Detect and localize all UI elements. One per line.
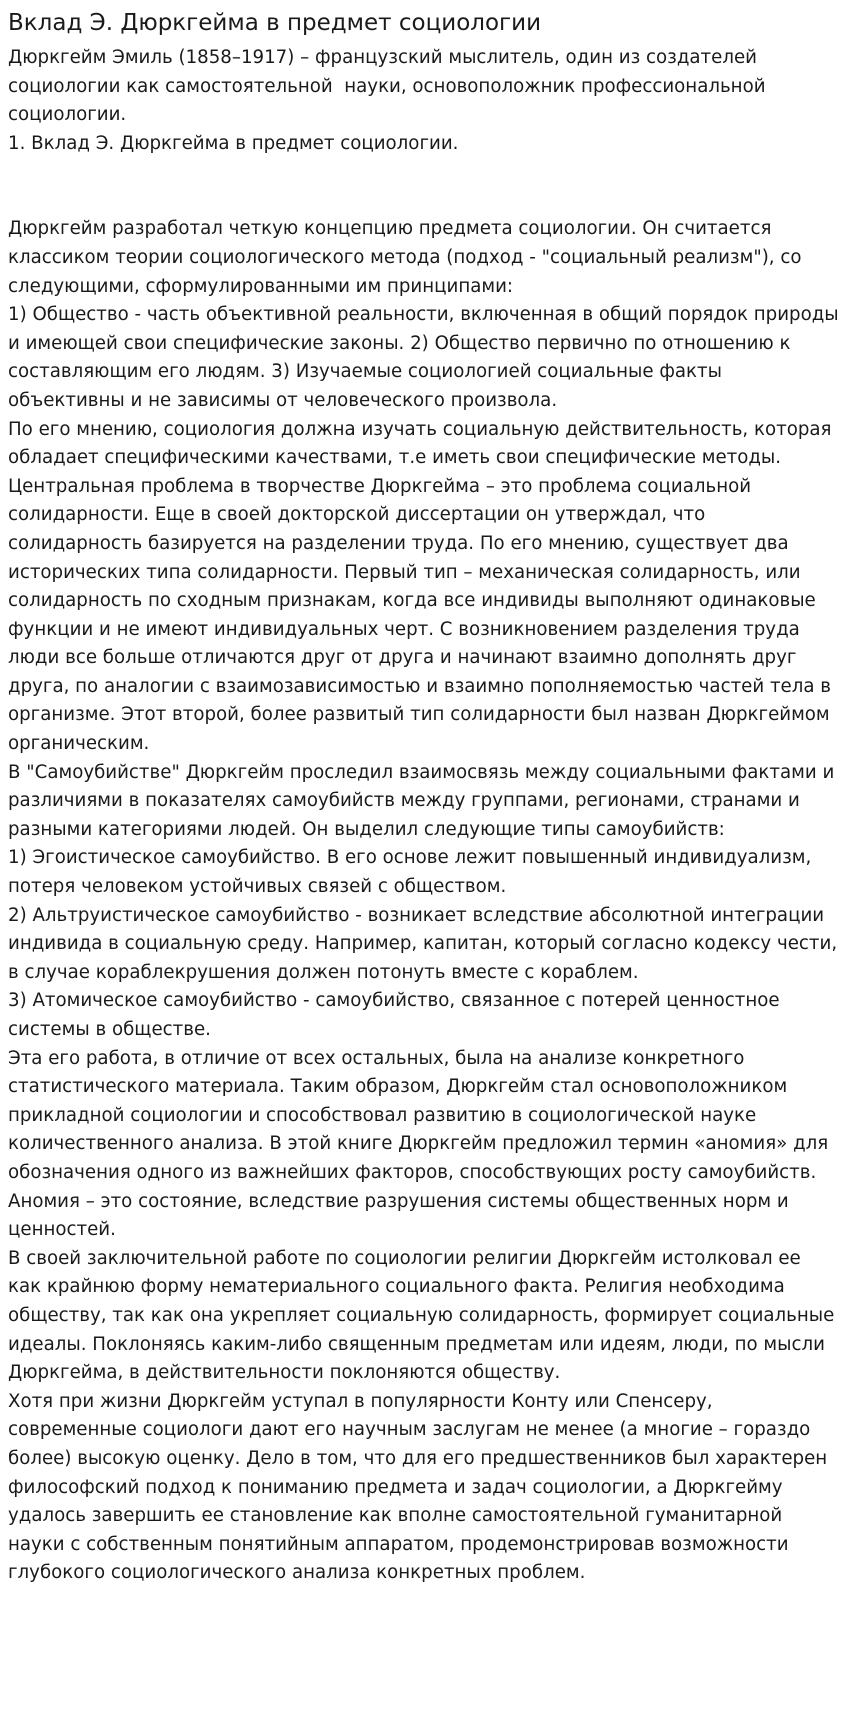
- body-paragraph: В "Самоубийстве" Дюркгейм проследил взаимосвязь между социальными фактами и различиями в показателях самоубийств между группами, регионами, странами и разными категориями людей. Он выделил следующие типы самоубийств:: [8, 761, 841, 840]
- section-heading: 1. Вклад Э. Дюркгейма в предмет социологии.: [8, 132, 459, 154]
- list-item: 2) Альтруистическое самоубийство - возникает вследствие абсолютной интеграции индивида в социальную среду. Например, капитан, который согласно кодексу чести, в случае кораблекрушения должен потонуть вместе с кораблем.: [8, 904, 843, 983]
- body-paragraph: 1) Общество - часть объективной реальности, включенная в общий порядок природы и имеющей свои специфические законы. 2) Общество первично по отношению к составляющим его людям. 3) Изучаемые социологией социальные факты объективны и не зависимы от человеческого произвола.: [8, 304, 845, 411]
- page-title: Вклад Э. Дюркгейма в предмет социологии: [8, 10, 542, 36]
- body-paragraph: В своей заключительной работе по социологии религии Дюркгейм истолковал ее как крайнюю форму нематериального социального факта. Религия необходима обществу, так как она укрепляет социальную солидарность, формирует социальные идеалы. Поклоняясь каким-либо священным предметам или идеям, люди, по мысли Дюркгейма, в действительности поклоняются обществу.: [8, 1247, 841, 1384]
- body-paragraph: Хотя при жизни Дюркгейм уступал в популярности Конту или Спенсеру, современные социологи дают его научным заслугам не менее (а многие – гораздо более) высокую оценку. Дело в том, что для его предшественников был характерен философский подход к пониманию предмета и задач социологии, а Дюркгейму удалось завершить ее становление как вполне самостоятельной гуманитарной науки с собственным понятийным аппаратом, продемонстрировав возможности глубокого социологического анализа конкретных проблем.: [8, 1390, 833, 1584]
- intro-paragraph: Дюркгейм Эмиль (1858–1917) – французский мыслитель, один из создателей социологии как самостоятельной науки, основоположник профессиональной социологии.: [8, 47, 772, 126]
- body-paragraph: Центральная проблема в творчестве Дюркгейма – это проблема социальной солидарности. Еще в своей докторской диссертации он утверждал, что солидарность базируется на разделении труда. По его мнению, существует два исторических типа солидарности. Первый тип – механическая солидарность, или солидарность по сходным признакам, когда все индивиды выполняют одинаковые функции и не имеют индивидуальных черт. С возникновением разделения труда люди все больше отличаются друг от друга и начинают взаимно дополнять друг друга, по аналогии с взаимозависимостью и взаимно пополняемостью частей тела в организме. Этот второй, более развитый тип солидарности был назван Дюркгеймом органическим.: [8, 475, 837, 755]
- list-item: 3) Атомическое самоубийство - самоубийство, связанное с потерей ценностное системы в обществе.: [8, 990, 786, 1040]
- body-paragraph: По его мнению, социология должна изучать социальную действительность, которая обладает специфическими качествами, т.е иметь свои специфические методы.: [8, 418, 838, 469]
- blank-space: [8, 158, 839, 215]
- list-item: 1) Эгоистическое самоубийство. В его основе лежит повышенный индивидуализм, потеря человеком устойчивых связей с обществом.: [8, 847, 818, 898]
- body-paragraph: Дюркгейм разработал четкую концепцию предмета социологии. Он считается классиком теории социологического метода (подход - "социальный реализм"), со следующими, сформулированными им принципами:: [8, 218, 808, 297]
- body-paragraph: Эта его работа, в отличие от всех остальных, была на анализе конкретного статистического материала. Таким образом, Дюркгейм стал основоположником прикладной социологии и способствовал развитию в социологической науке количественного анализа. В этой книге Дюркгейм предложил термин «аномия» для обозначения одного из важнейших факторов, способствующих росту самоубийств. Аномия – это состояние, вследствие разрушения системы общественных норм и ценностей.: [8, 1047, 835, 1241]
